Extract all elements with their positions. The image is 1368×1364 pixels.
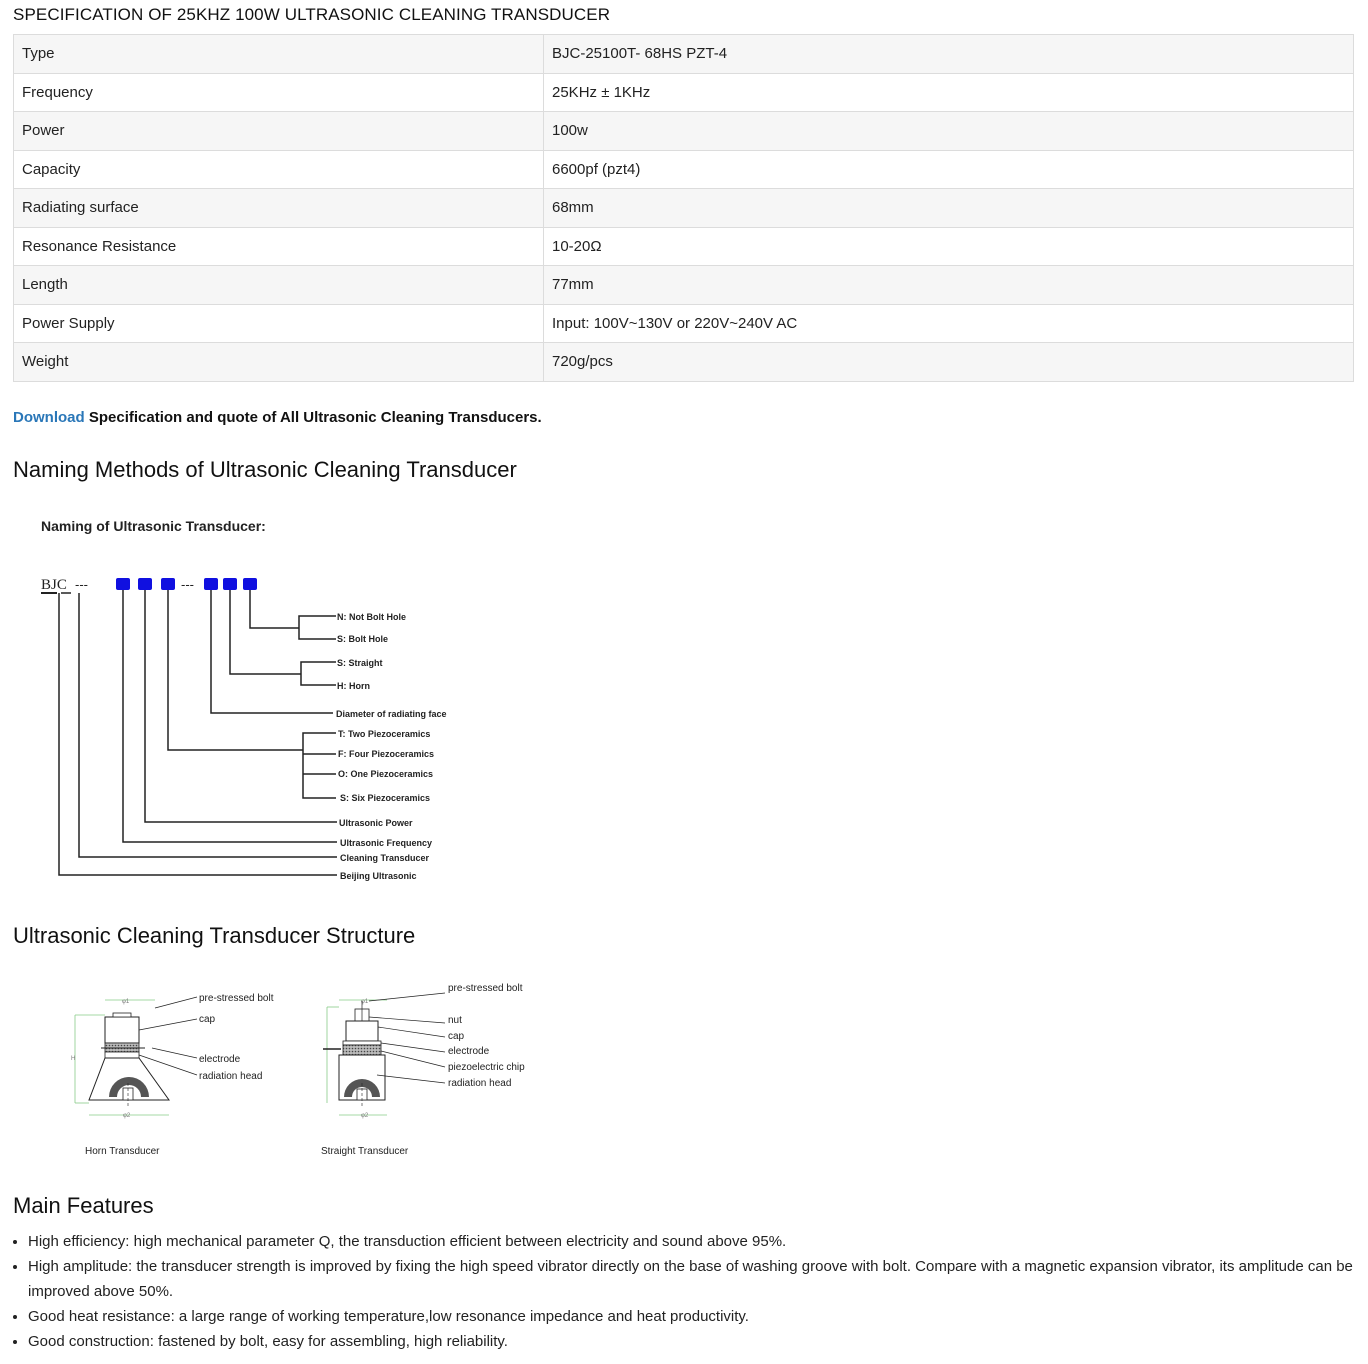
spec-key: Resonance Resistance [14, 227, 544, 266]
spec-value: 68mm [544, 189, 1354, 228]
list-item: • High efficiency: high mechanical parameter Q, the transduction efficient between electricity and sound above 95%. [28, 1229, 1354, 1254]
features-heading: Main Features [13, 1193, 154, 1218]
code-box [161, 578, 175, 590]
spec-value: BJC-25100T- 68HS PZT-4 [544, 35, 1354, 74]
straight-caption: Straight Transducer [321, 1146, 409, 1157]
structure-heading: Ultrasonic Cleaning Transducer Structure [13, 923, 416, 948]
spec-key: Length [14, 266, 544, 305]
label-bolt-hole: S: Bolt Hole [337, 634, 388, 644]
download-line [13, 409, 542, 426]
diameter-1-label: φ1 [122, 999, 130, 1005]
spec-title: SPECIFICATION OF 25KHZ 100W ULTRASONIC CLEANING TRANSDUCER [13, 5, 611, 24]
spec-key: Weight [14, 343, 544, 382]
bjc-prefix: BJC [41, 577, 67, 593]
download-description: Specification and quote of All Ultrasonic Cleaning Transducers. [84, 409, 542, 426]
spec-key: Capacity [14, 150, 544, 189]
list-item: • Good construction: fastened by bolt, easy for assembling, high reliability. [28, 1329, 1354, 1354]
horn-transducer-drawing [71, 993, 274, 1157]
label-one-piezoceramics: O: One Piezoceramics [338, 769, 434, 779]
code-box [243, 578, 257, 590]
diameter-1-label: φ1 [361, 999, 369, 1005]
height-label: H [71, 1056, 76, 1062]
label-not-bolt-hole: N: Not Bolt Hole [337, 612, 406, 622]
label-two-piezoceramics: T: Two Piezoceramics [338, 729, 431, 739]
table-row [14, 266, 1354, 305]
label-cleaning-transducer: Cleaning Transducer [340, 853, 430, 863]
horn-label-cap: cap [199, 1014, 216, 1025]
table-row [14, 304, 1354, 343]
spec-key: Power Supply [14, 304, 544, 343]
table-row [14, 189, 1354, 228]
label-beijing-ultrasonic: Beijing Ultrasonic [340, 871, 417, 881]
horn-label-bolt: pre-stressed bolt [199, 993, 274, 1004]
structure-diagram [57, 975, 537, 1165]
code-box [204, 578, 218, 590]
table-row [14, 150, 1354, 189]
horn-label-electrode: electrode [199, 1054, 241, 1065]
horn-caption: Horn Transducer [85, 1146, 160, 1157]
label-diameter: Diameter of radiating face [336, 709, 447, 719]
horn-label-radiation-head: radiation head [199, 1071, 263, 1082]
spec-value: 6600pf (pzt4) [544, 150, 1354, 189]
spec-key: Frequency [14, 73, 544, 112]
label-four-piezoceramics: F: Four Piezoceramics [338, 749, 435, 759]
table-row [14, 343, 1354, 382]
features-list [13, 1229, 1354, 1354]
label-horn: H: Horn [337, 681, 370, 691]
naming-diagram-title: Naming of Ultrasonic Transducer: [41, 518, 266, 534]
straight-label-cap: cap [448, 1031, 465, 1042]
label-straight: S: Straight [337, 658, 383, 668]
straight-label-nut: nut [448, 1015, 462, 1026]
diameter-2-label: φ2 [361, 1113, 369, 1119]
table-row [14, 112, 1354, 151]
page-content [13, 0, 1354, 1350]
straight-label-electrode: electrode [448, 1046, 490, 1057]
dash-separator: --- [75, 577, 88, 592]
list-item: • High amplitude: the transducer strength is improved by fixing the high speed vibrator directly on the base of washing groove with bolt. Compare with a magnetic expansion vibrator, its amplitude can be improved above 50%. [28, 1254, 1354, 1304]
spec-value: Input: 100V~130V or 220V~240V AC [544, 304, 1354, 343]
table-row [14, 73, 1354, 112]
naming-heading: Naming Methods of Ultrasonic Cleaning Transducer [13, 457, 517, 482]
spec-key: Power [14, 112, 544, 151]
label-six-piezoceramics: S: Six Piezoceramics [340, 793, 431, 803]
label-ultrasonic-power: Ultrasonic Power [339, 818, 413, 828]
naming-diagram [41, 510, 471, 890]
spec-value: 720g/pcs [544, 343, 1354, 382]
list-item: • Good heat resistance: a large range of working temperature,low resonance impedance and heat productivity. [28, 1304, 1354, 1329]
straight-label-bolt: pre-stressed bolt [448, 983, 523, 994]
straight-label-radiation-head: radiation head [448, 1078, 512, 1089]
spec-value: 100w [544, 112, 1354, 151]
spec-value: 77mm [544, 266, 1354, 305]
spec-value: 10-20Ω [544, 227, 1354, 266]
spec-table [13, 34, 1354, 382]
code-box [116, 578, 130, 590]
spec-key: Radiating surface [14, 189, 544, 228]
spec-key: Type [14, 35, 544, 74]
diameter-2-label: φ2 [123, 1113, 131, 1119]
straight-label-piezoelectric-chip: piezoelectric chip [448, 1062, 525, 1073]
label-ultrasonic-frequency: Ultrasonic Frequency [340, 838, 433, 848]
table-row [14, 35, 1354, 74]
table-row [14, 227, 1354, 266]
spec-value: 25KHz ± 1KHz [544, 73, 1354, 112]
straight-transducer-drawing [321, 983, 525, 1157]
dash-separator: --- [181, 577, 194, 592]
download-link[interactable]: Download [13, 409, 85, 426]
code-box [138, 578, 152, 590]
code-box [223, 578, 237, 590]
